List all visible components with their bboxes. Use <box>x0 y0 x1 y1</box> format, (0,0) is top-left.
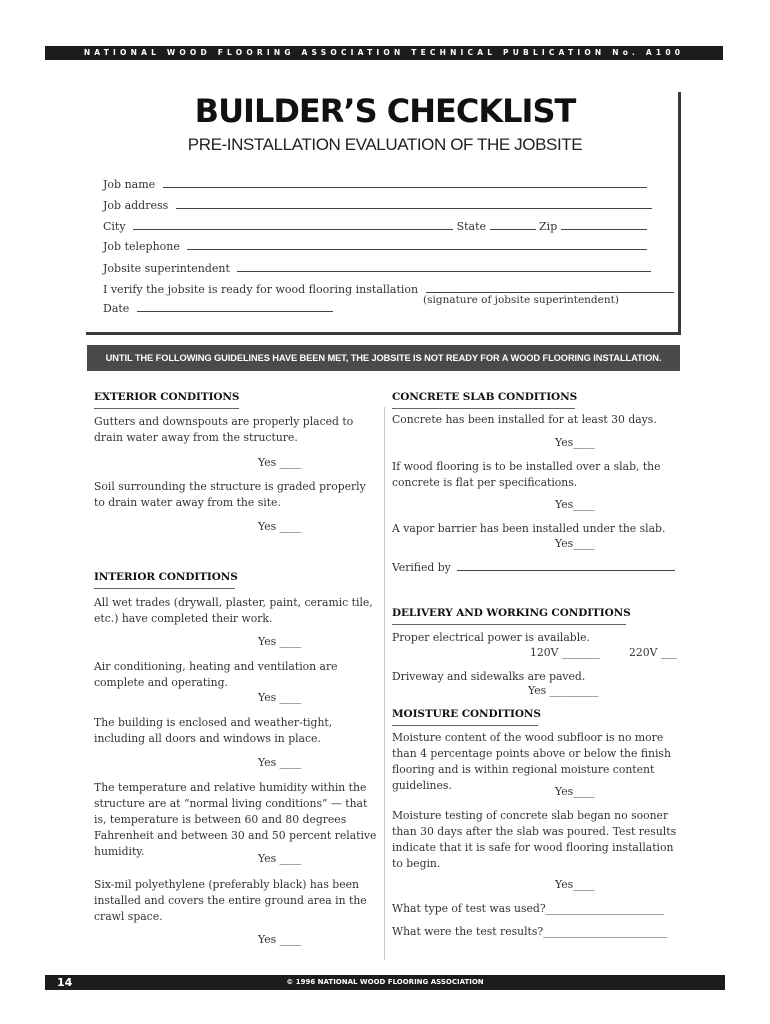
page-number: 14 <box>57 976 73 989</box>
delivery-yes-driveway[interactable]: Yes _________ <box>528 684 599 697</box>
city-state-zip-field[interactable] <box>103 220 647 233</box>
date-line[interactable] <box>137 302 333 312</box>
date-field[interactable] <box>103 302 333 315</box>
job-address-label: Job address <box>103 199 169 212</box>
moisture-conditions-heading: MOISTURE CONDITIONS <box>392 708 538 726</box>
publication-header-bar: NATIONAL WOOD FLOORING ASSOCIATION TECHNICAL PUBLICATION No. A100 <box>45 46 723 60</box>
verified-by-line[interactable] <box>457 561 675 571</box>
page-subtitle: PRE-INSTALLATION EVALUATION OF THE JOBSITE <box>187 135 583 154</box>
concrete-item-vapor-barrier: A vapor barrier has been installed under the slab. <box>392 522 666 535</box>
exterior-conditions-heading: EXTERIOR CONDITIONS <box>94 391 239 409</box>
interior-item-hvac: Air conditioning, heating and ventilation are complete and operating. <box>94 660 338 689</box>
concrete-item-30-days: Concrete has been installed for at least 30 days. <box>392 413 657 426</box>
superintendent-field[interactable] <box>103 262 651 275</box>
job-address-field[interactable] <box>103 199 652 212</box>
delivery-item-driveway: Driveway and sidewalks are paved. <box>392 670 586 683</box>
job-telephone-field[interactable] <box>103 240 647 253</box>
interior-yes-1[interactable]: Yes ____ <box>258 635 302 648</box>
signature-line[interactable] <box>426 283 674 293</box>
delivery-working-heading: DELIVERY AND WORKING CONDITIONS <box>392 607 626 625</box>
interior-item-temperature: The temperature and relative humidity within the structure are at “normal living conditions” — that is, temperature is between 60 and 80 degrees Fahrenheit and between 30 and 50 percent relative humidity. <box>94 781 377 858</box>
job-name-line[interactable] <box>163 178 647 188</box>
state-label: State <box>456 220 487 233</box>
delivery-item-power: Proper electrical power is available. <box>392 631 590 644</box>
date-label: Date <box>103 302 130 315</box>
zip-label: Zip <box>539 220 558 233</box>
interior-conditions-heading: INTERIOR CONDITIONS <box>94 571 235 589</box>
job-name-label: Job name <box>103 178 156 191</box>
concrete-item-flat: If wood flooring is to be installed over a slab, the concrete is flat per specifications. <box>392 460 661 489</box>
moisture-yes-2[interactable]: Yes____ <box>555 878 595 891</box>
footer-bar <box>45 975 725 990</box>
state-line[interactable] <box>490 220 536 230</box>
concrete-yes-2[interactable]: Yes____ <box>555 498 595 511</box>
interior-yes-4[interactable]: Yes ____ <box>258 852 302 865</box>
concrete-slab-heading: CONCRETE SLAB CONDITIONS <box>392 391 575 409</box>
zip-line[interactable] <box>561 220 647 230</box>
test-type-field[interactable]: What type of test was used?______________________ <box>392 902 665 915</box>
verified-by-label: Verified by <box>392 561 451 574</box>
test-results-field[interactable]: What were the test results?_______________________ <box>392 925 668 938</box>
interior-yes-5[interactable]: Yes ____ <box>258 933 302 946</box>
interior-item-polyethylene: Six-mil polyethylene (preferably black) has been installed and covers the entire ground area in the crawl space. <box>94 878 367 923</box>
page-title: BUILDER’S CHECKLIST <box>194 92 576 130</box>
job-name-field[interactable] <box>103 178 647 191</box>
job-telephone-line[interactable] <box>187 240 647 250</box>
moisture-item-subfloor: Moisture content of the wood subfloor is no more than 4 percentage points above or below the finish flooring and is within regional moisture content guidelines. <box>392 731 671 792</box>
verified-by-field[interactable] <box>392 561 675 574</box>
city-label: City <box>103 220 126 233</box>
exterior-yes-1[interactable]: Yes ____ <box>258 456 302 469</box>
exterior-yes-2[interactable]: Yes ____ <box>258 520 302 533</box>
moisture-yes-1[interactable]: Yes____ <box>555 785 595 798</box>
interior-yes-2[interactable]: Yes ____ <box>258 691 302 704</box>
verify-label: I verify the jobsite is ready for wood flooring installation <box>103 283 419 296</box>
voltage-120v-field[interactable]: 120V _______ <box>530 646 600 659</box>
moisture-item-concrete-testing: Moisture testing of concrete slab began no sooner than 30 days after the slab was poured. Test results indicate that it is safe for wood flooring installation to begin. <box>392 809 677 870</box>
voltage-220v-field[interactable]: 220V ___ <box>629 646 678 659</box>
warning-banner: UNTIL THE FOLLOWING GUIDELINES HAVE BEEN MET, THE JOBSITE IS NOT READY FOR A WOOD FLOORING INSTALLATION. <box>87 345 680 371</box>
job-telephone-label: Job telephone <box>103 240 180 253</box>
column-divider <box>384 407 385 960</box>
interior-item-enclosed: The building is enclosed and weather-tight, including all doors and windows in place. <box>94 716 333 745</box>
city-line[interactable] <box>133 220 453 230</box>
exterior-item-gutters: Gutters and downspouts are properly placed to drain water away from the structure. <box>94 415 354 444</box>
interior-yes-3[interactable]: Yes ____ <box>258 756 302 769</box>
concrete-yes-1[interactable]: Yes____ <box>555 436 595 449</box>
superintendent-label: Jobsite superintendent <box>103 262 230 275</box>
interior-item-wet-trades: All wet trades (drywall, plaster, paint, ceramic tile, etc.) have completed their work. <box>94 596 373 625</box>
copyright-notice: © 1996 NATIONAL WOOD FLOORING ASSOCIATION <box>286 978 484 986</box>
signature-caption: (signature of jobsite superintendent) <box>423 294 619 306</box>
superintendent-line[interactable] <box>237 262 651 272</box>
concrete-yes-3[interactable]: Yes____ <box>555 537 595 550</box>
exterior-item-soil: Soil surrounding the structure is graded properly to drain water away from the site. <box>94 480 366 509</box>
job-address-line[interactable] <box>176 199 652 209</box>
